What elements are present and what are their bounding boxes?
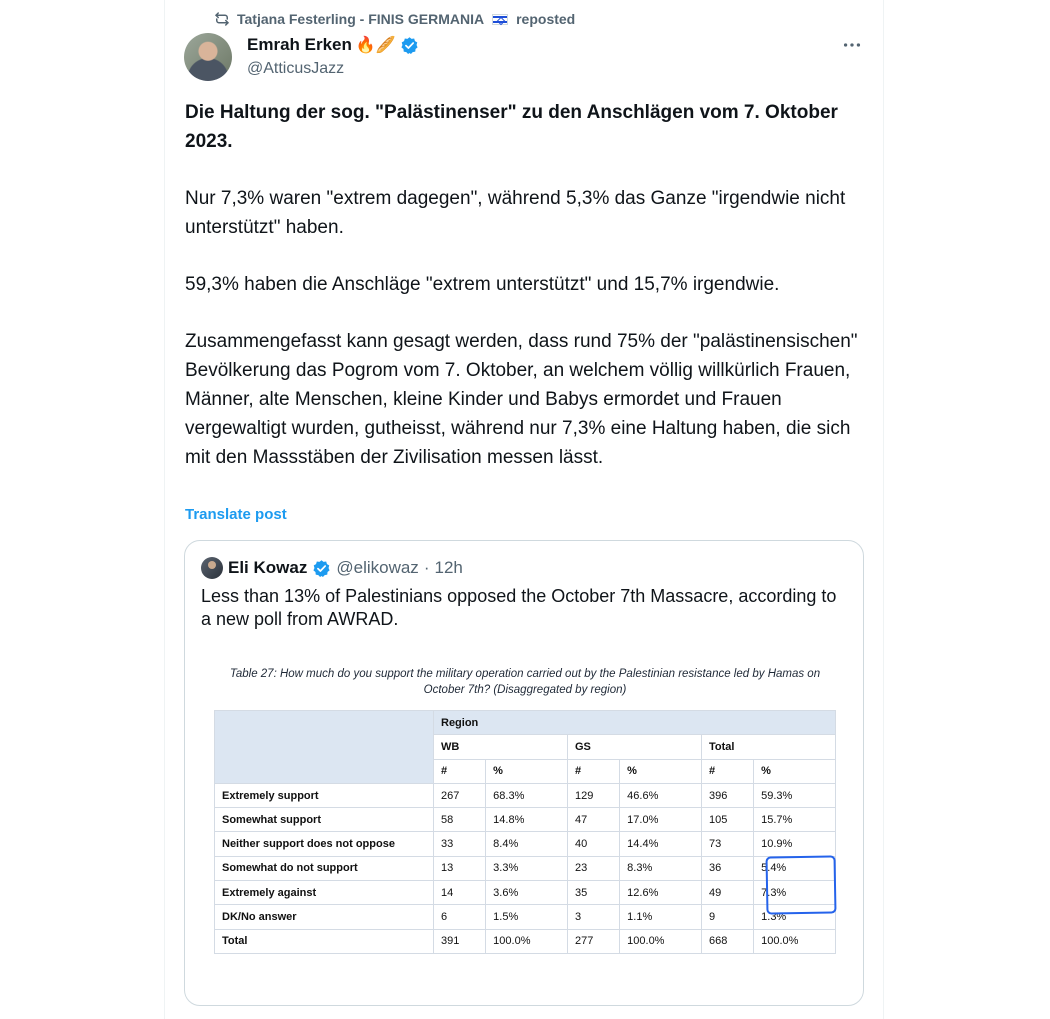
subheader-cell: #: [701, 759, 753, 783]
author-avatar[interactable]: [184, 33, 232, 81]
table-row: [215, 808, 836, 832]
author-name-row[interactable]: [247, 35, 419, 55]
quoted-author-handle[interactable]: @elikowaz: [336, 558, 419, 577]
table-row: [215, 832, 836, 856]
poll-table-image[interactable]: [205, 651, 845, 971]
table-cell: 8.4%: [486, 832, 568, 856]
table-caption: Table 27: How much do you support the military operation carried out by the Palestinian resistance led by Hamas on October 7th? (Disaggregated by region): [229, 668, 821, 696]
table-cell: 59.3%: [754, 783, 836, 807]
post-paragraph: Nur 7,3% waren "extrem dagegen", während 5,3% das Ganze "irgendwie nicht unterstützt" haben.: [185, 188, 846, 238]
table-cell: 100.0%: [754, 929, 836, 953]
repost-icon: [213, 10, 231, 28]
table-cell: 129: [567, 783, 619, 807]
table-cell: 58: [434, 808, 486, 832]
table-row: [215, 856, 836, 880]
translate-post-link[interactable]: Translate post: [185, 506, 287, 523]
group-header: WB: [434, 735, 568, 759]
repost-label: reposted: [516, 11, 576, 27]
table-cell: 100.0%: [620, 929, 702, 953]
verified-badge-icon: [312, 559, 331, 578]
subheader-cell: %: [754, 759, 836, 783]
repost-indicator[interactable]: [213, 9, 575, 29]
table-row: [215, 783, 836, 807]
more-options-icon[interactable]: [841, 34, 863, 56]
table-cell: 3.3%: [486, 856, 568, 880]
table-row: [215, 929, 836, 953]
poll-table: [214, 710, 836, 954]
table-row: [215, 881, 836, 905]
table-cell: 8.3%: [620, 856, 702, 880]
table-cell: 13: [434, 856, 486, 880]
table-cell: 100.0%: [486, 929, 568, 953]
table-cell: 5.4%: [754, 856, 836, 880]
region-header: Region: [434, 711, 836, 735]
table-cell: 17.0%: [620, 808, 702, 832]
post-paragraph: Zusammengefasst kann gesagt werden, dass rund 75% der "palästinensischen" Bevölkerung das Pogrom vom 7. Oktober, an welchem völlig willkürlich Frauen, Männer, alte Menschen, kleine Kinder und Babys ermordet und Frauen vergewaltigt wurden, gutheisst, während nur 7,3% eine Haltung haben, die sich mit den Massstäben der Zivilisation messen lässt.: [185, 331, 858, 468]
table-cell: 1.3%: [754, 905, 836, 929]
table-cell: 1.5%: [486, 905, 568, 929]
separator-dot: ·: [423, 558, 430, 577]
table-cell: 33: [434, 832, 486, 856]
row-label: DK/No answer: [215, 905, 434, 929]
table-cell: 668: [701, 929, 753, 953]
table-cell: 391: [434, 929, 486, 953]
table-cell: 40: [567, 832, 619, 856]
group-header: Total: [701, 735, 835, 759]
table-cell: 23: [567, 856, 619, 880]
subheader-cell: %: [486, 759, 568, 783]
israel-flag-icon: [492, 14, 508, 25]
author-name-emojis: 🔥🥖: [355, 37, 396, 54]
row-label: Somewhat do not support: [215, 856, 434, 880]
table-row: [215, 905, 836, 929]
author-handle[interactable]: @AtticusJazz: [247, 60, 345, 77]
verified-badge-icon: [400, 36, 419, 55]
table-cell: 3.6%: [486, 881, 568, 905]
table-cell: 3: [567, 905, 619, 929]
post-body: [185, 98, 865, 500]
table-cell: 277: [567, 929, 619, 953]
quoted-post-timestamp[interactable]: 12h: [434, 558, 463, 577]
row-label: Extremely against: [215, 881, 434, 905]
subheader-cell: #: [434, 759, 486, 783]
table-cell: 105: [701, 808, 753, 832]
table-header-row: [215, 711, 836, 735]
table-cell: 9: [701, 905, 753, 929]
table-cell: 15.7%: [754, 808, 836, 832]
table-cell: 267: [434, 783, 486, 807]
group-header: GS: [567, 735, 701, 759]
subheader-cell: %: [620, 759, 702, 783]
table-cell: 35: [567, 881, 619, 905]
table-cell: 73: [701, 832, 753, 856]
quoted-author-avatar[interactable]: [201, 557, 223, 579]
quoted-author-name[interactable]: Eli Kowaz: [228, 558, 308, 577]
quoted-post-text: Less than 13% of Palestinians opposed the October 7th Massacre, according to a new poll from AWRAD.: [201, 586, 837, 629]
row-label: Total: [215, 929, 434, 953]
table-cell: 7.3%: [754, 881, 836, 905]
quoted-post-header: [201, 557, 463, 579]
row-label: Neither support does not oppose: [215, 832, 434, 856]
quoted-post-card[interactable]: [184, 540, 864, 1006]
table-cell: 14: [434, 881, 486, 905]
table-cell: 6: [434, 905, 486, 929]
table-cell: 10.9%: [754, 832, 836, 856]
table-cell: 49: [701, 881, 753, 905]
highlight-annotation: [765, 855, 836, 914]
table-cell: 68.3%: [486, 783, 568, 807]
table-cell: 47: [567, 808, 619, 832]
table-cell: 46.6%: [620, 783, 702, 807]
table-cell: 396: [701, 783, 753, 807]
row-label: Extremely support: [215, 783, 434, 807]
post-lead: Die Haltung der sog. "Palästinenser" zu den Anschlägen vom 7. Oktober 2023.: [185, 102, 838, 152]
subheader-cell: #: [567, 759, 619, 783]
table-cell: 14.4%: [620, 832, 702, 856]
row-label: Somewhat support: [215, 808, 434, 832]
repost-user[interactable]: Tatjana Festerling - FINIS GERMANIA: [237, 11, 485, 27]
table-corner-cell: [215, 711, 434, 784]
table-cell: 36: [701, 856, 753, 880]
post-paragraph: 59,3% haben die Anschläge "extrem unterstützt" und 15,7% irgendwie.: [185, 274, 780, 295]
table-cell: 1.1%: [620, 905, 702, 929]
author-display-name[interactable]: Emrah Erken: [247, 35, 352, 54]
table-cell: 12.6%: [620, 881, 702, 905]
table-cell: 14.8%: [486, 808, 568, 832]
